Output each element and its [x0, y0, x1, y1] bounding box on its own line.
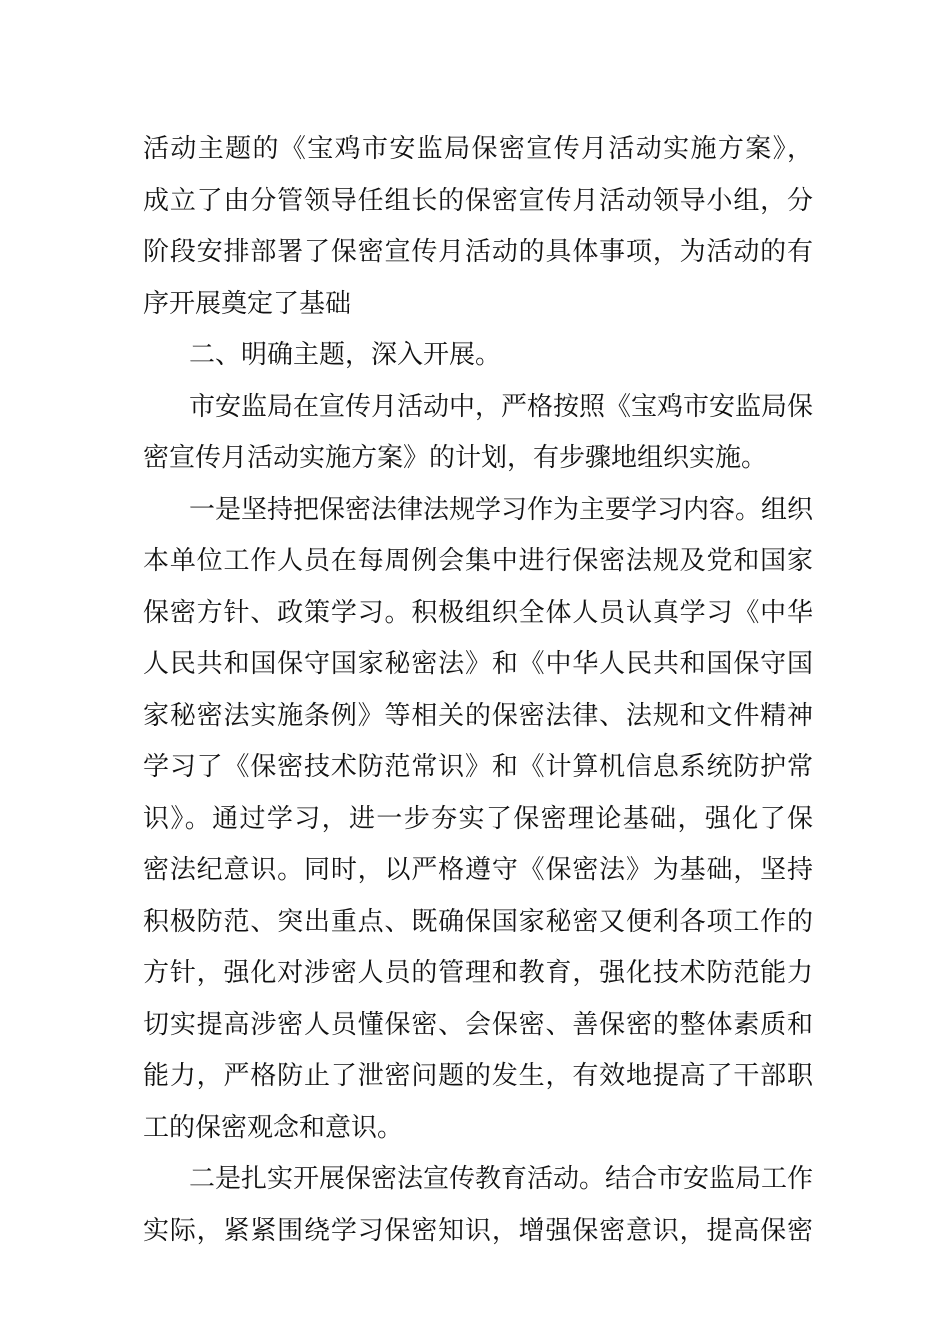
- text-line: 二是扎实开展保密法宣传教育活动。结合市安监局工作: [189, 1164, 814, 1194]
- text-line: 一是坚持把保密法律法规学习作为主要学习内容。组织: [189, 494, 814, 525]
- text-line: 方针，强化对涉密人员的管理和教育，强化技术防范能力: [143, 958, 813, 988]
- text-line: 切实提高涉密人员懂保密、会保密、善保密的整体素质和: [143, 1009, 813, 1040]
- section-heading-2: [143, 330, 813, 382]
- heading-text: 二、明确主题，深入开展。: [189, 340, 502, 370]
- paragraph-publicity-education: [143, 1154, 813, 1257]
- text-line: 实际，紧紧围绕学习保密知识，增强保密意识，提高保密: [143, 1215, 813, 1246]
- document-body: [143, 124, 813, 1257]
- text-line: 本单位工作人员在每周例会集中进行保密法规及党和国家: [143, 546, 813, 576]
- paragraph-plan-summary: [143, 124, 813, 330]
- paragraph-implementation: [143, 382, 813, 485]
- text-line: 序开展奠定了基础: [143, 288, 352, 319]
- text-line: 人民共和国保守国家秘密法》和《中华人民共和国保守国: [143, 649, 813, 679]
- text-line: 积极防范、突出重点、既确保国家秘密又便利各项工作的: [143, 906, 813, 937]
- text-line: 成立了由分管领导任组长的保密宣传月活动领导小组，分: [143, 185, 813, 216]
- text-line: 能力，严格防止了泄密问题的发生，有效地提高了干部职: [143, 1061, 813, 1091]
- text-line: 家秘密法实施条例》等相关的保密法律、法规和文件精神: [143, 700, 813, 731]
- paragraph-study-laws: [143, 485, 813, 1155]
- text-line: 工的保密观念和意识。: [143, 1112, 404, 1143]
- text-line: 密宣传月活动实施方案》的计划，有步骤地组织实施。: [143, 443, 768, 473]
- text-line: 密法纪意识。同时，以严格遵守《保密法》为基础，坚持: [143, 855, 813, 885]
- text-line: 市安监局在宣传月活动中，严格按照《宝鸡市安监局保: [189, 391, 814, 422]
- text-line: 阶段安排部署了保密宣传月活动的具体事项，为活动的有: [143, 237, 813, 267]
- text-line: 活动主题的《宝鸡市安监局保密宣传月活动实施方案》，: [143, 134, 813, 164]
- text-line: 保密方针、政策学习。积极组织全体人员认真学习《中华: [143, 597, 813, 628]
- text-line: 学习了《保密技术防范常识》和《计算机信息系统防护常: [143, 752, 813, 782]
- text-line: 识》。通过学习，进一步夯实了保密理论基础，强化了保: [143, 803, 813, 834]
